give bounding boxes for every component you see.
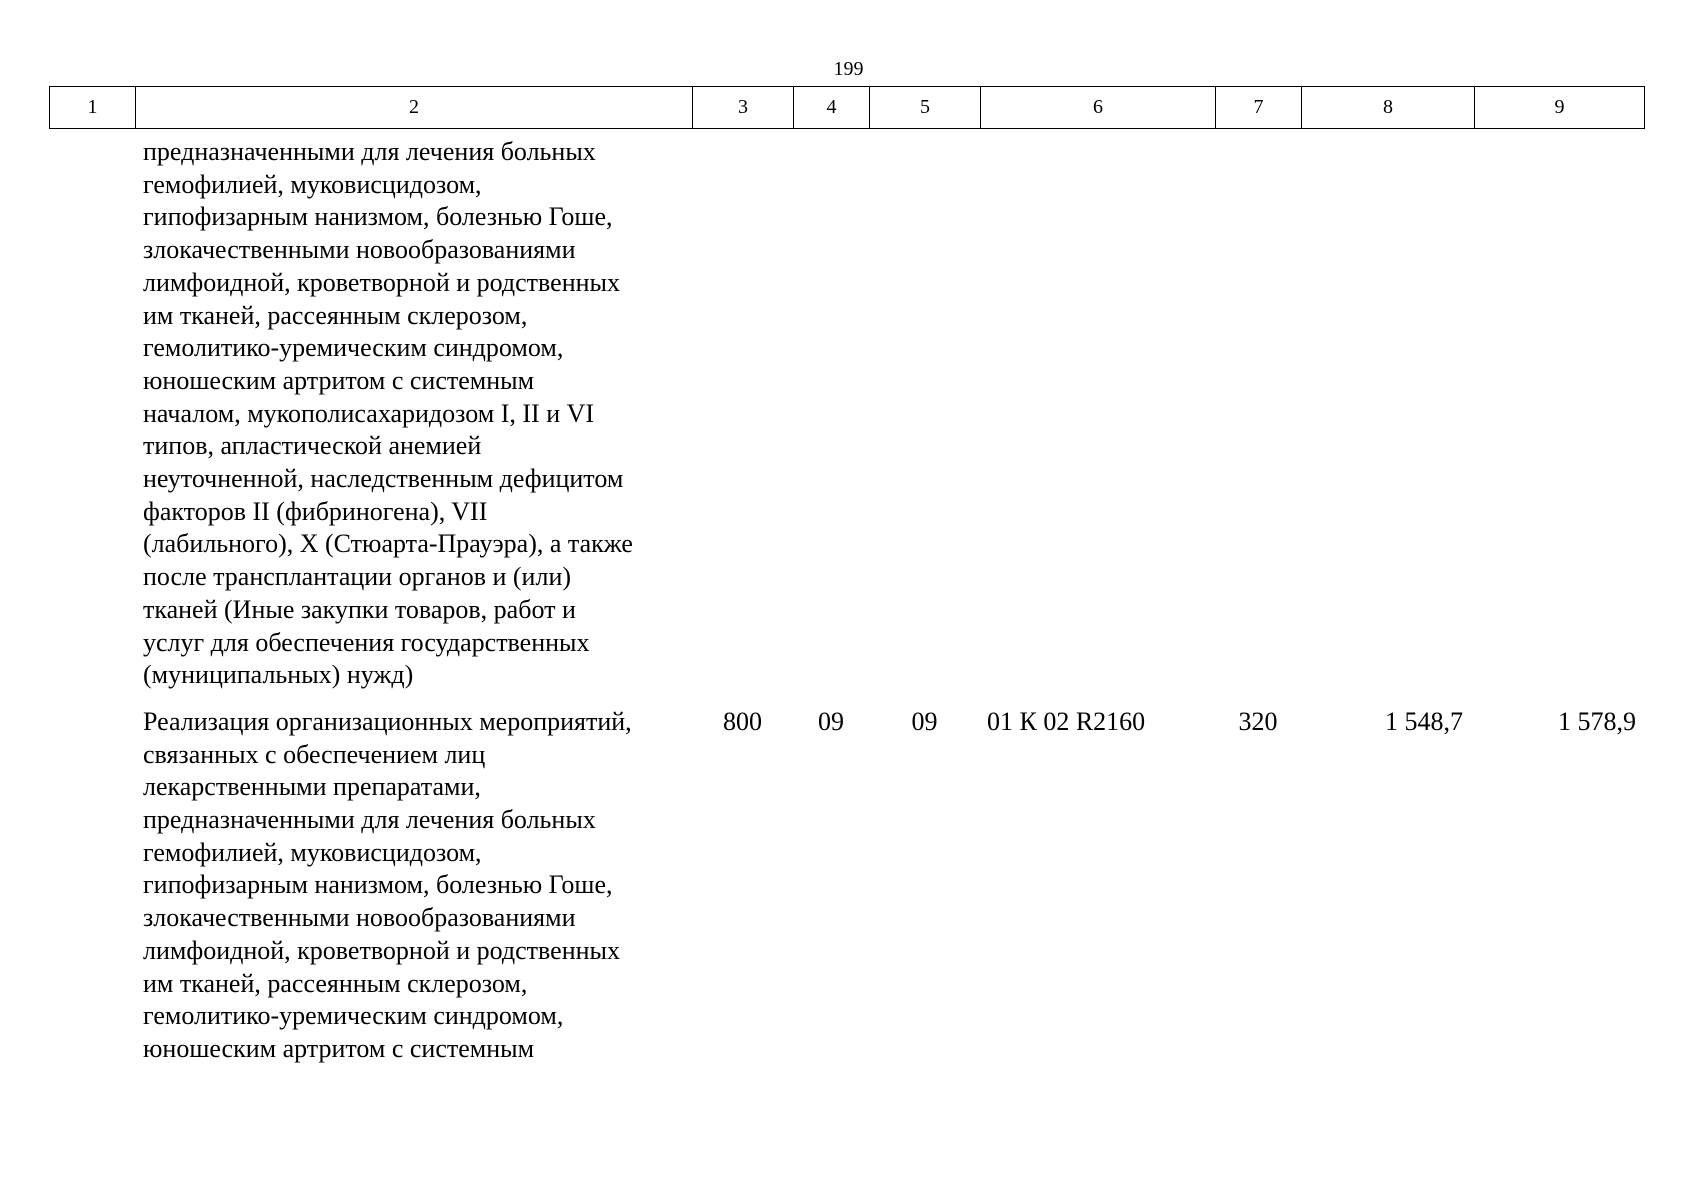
column-header-table: [49, 86, 1645, 129]
column-number-5: 5: [870, 87, 981, 129]
column-number-1: 1: [50, 87, 136, 129]
row-code-expense-type: 320: [1238, 706, 1278, 736]
column-number-3: 3: [693, 87, 794, 129]
row-description: Реализация организационных мероприятий, связанных с обеспечением лиц лекарственными препаратами, предназначенными для лечения больных гемофилией, муковисцидозом, гипофизарным нанизмом, болезнью Гоше, злокачественными новообразованиями лимфоидной, кроветворной и родственных им тканей, рассеянным склерозом, гемолитико-уремическим синдромом, юношеским артритом с системным: [143, 706, 632, 1063]
table-row: [49, 706, 1644, 1066]
table-body: [49, 136, 1644, 1066]
row-description: предназначенными для лечения больных гемофилией, муковисцидозом, гипофизарным нанизмом, болезнью Гоше, злокачественными новообразованиями лимфоидной, кроветворной и родственных им тканей, рассеянным склерозом, гемолитико-уремическим синдромом, юношеским артритом с системным началом, мукополисахаридозом I, II и VI типов, апластической анемией неуточненной, наследственным дефицитом факторов II (фибриногена), VII (лабильного), X (Стюарта-Прауэра), а также после трансплантации органов и (или) тканей (Иные закупки товаров, работ и услуг для обеспечения государственных (муниципальных) нужд): [143, 137, 633, 690]
column-number-7: 7: [1216, 87, 1302, 129]
row-amount-year-1: 1 548,7: [1385, 706, 1463, 736]
row-amount-year-2: 1 578,9: [1558, 706, 1636, 736]
column-number-9: 9: [1475, 87, 1645, 129]
row-code-admin: 800: [723, 706, 762, 736]
row-code-subsection: 09: [911, 706, 938, 736]
column-number-6: 6: [981, 87, 1216, 129]
page-number: 199: [833, 58, 864, 80]
column-number-2: 2: [136, 87, 693, 129]
column-number-4: 4: [794, 87, 870, 129]
row-code-target-article: 01 К 02 R2160: [987, 706, 1146, 736]
table-row: [49, 136, 1644, 692]
column-number-8: 8: [1302, 87, 1475, 129]
row-code-section: 09: [818, 706, 844, 736]
